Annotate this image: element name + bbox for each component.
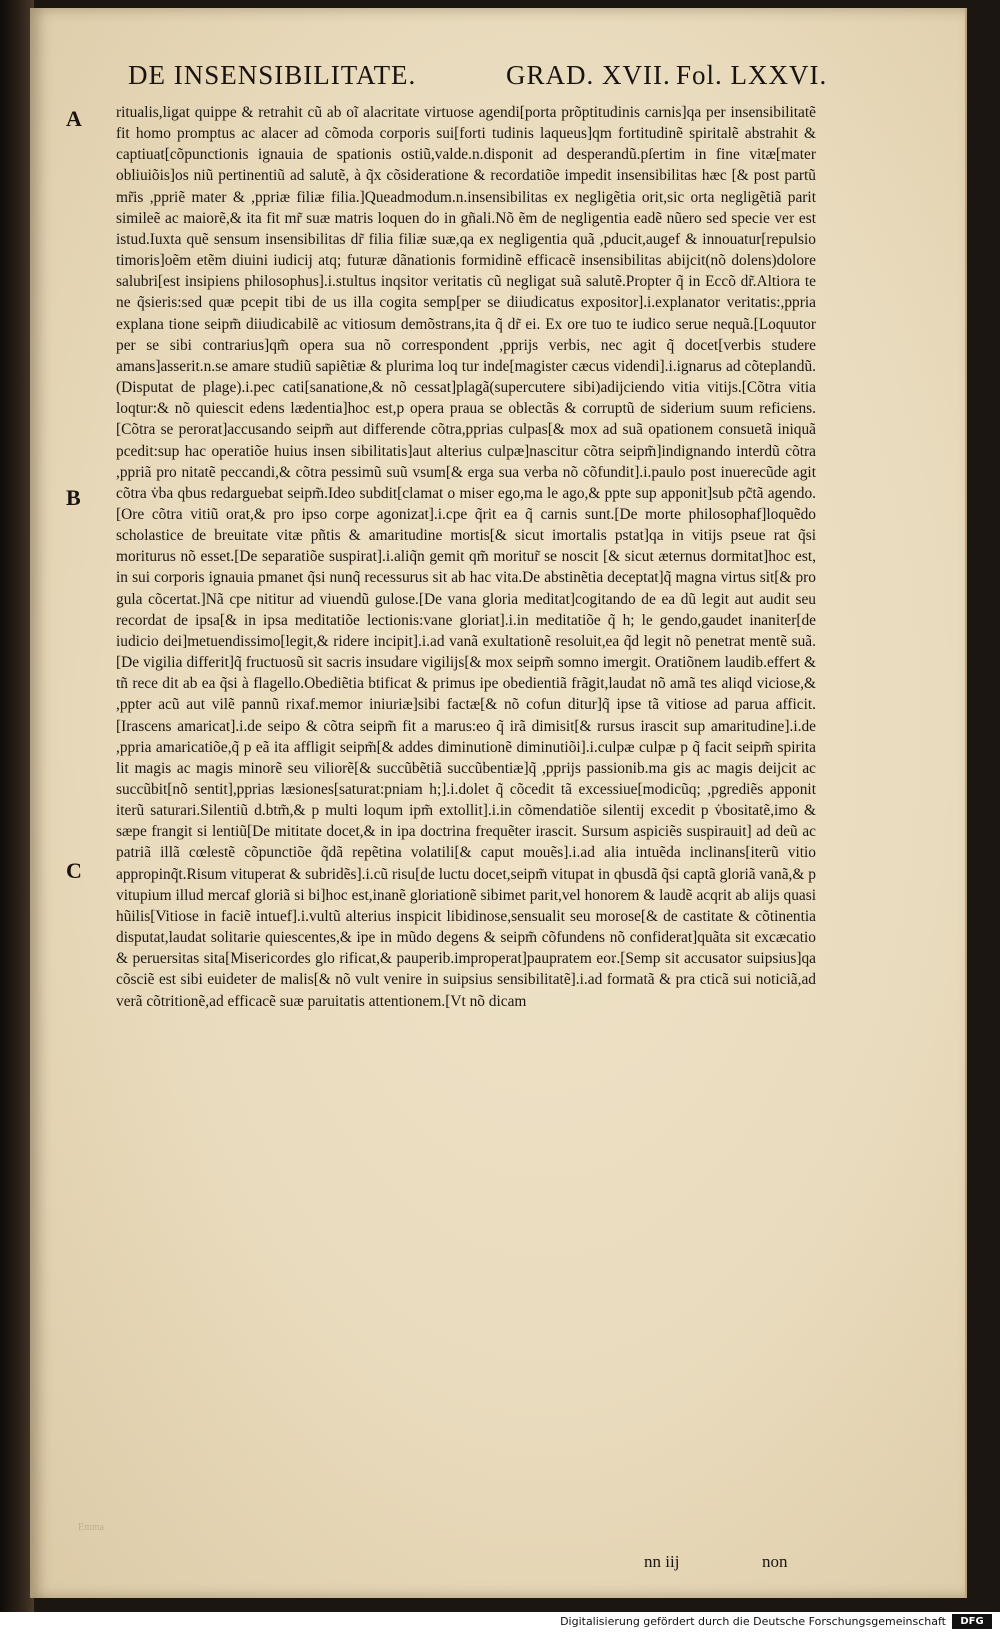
body-paragraph: ritualis,ligat quippe & retrahit cũ ab oĩ alacritate virtuose agendi[porta prõptitudinis carnis]qa per insensibilitatẽ fit homo promptus ac alacer ad cõmoda corporis sui[forti tudinis laqueus]qm fortitudinẽ spiritalẽ abstrahit & captiuat[cõpunctionis ignauia de spationis ostiũ,valde.n.disponit ad desperandũ.pſertim in fine vitæ[mater obliuiõis]os niũ pertinentiũ ad salutẽ, à q̃x cõsideratione & recordatiõe impedit insensibilitas hæc [& post partũ mr̃is ,ppriẽ mater & ,ppriæ filiæ filia.]Queadmodum.n.insensibilitas ex negligẽtia orit,sic orta negligẽtiã parit simileẽ ac maiorẽ,& ita fit mr̃ suæ matris loquen do in gñali.Nõ ẽm de negligentia eadẽ nũero sed specie ve𝔯 est istud.Iuxta quẽ sensum insensibilitas dr̃ filia filiæ suæ,qa ex negligentia quã ,pducit,augef & innouatur[repulsio timoris]oẽm etẽm diuini iudicij atq; futuræ dãnationis formidinẽ efficacẽ insensibilitas abijcit(nõ dolens)dolore salubri[est insipiens philosophus].i.stultus inqsitor veritatis cũ negligat suã salutẽ.Propter q̃ in Eccõ dr̃.Altiora te ne q̃sieris:sed quæ pcepit tibi de us illa cogita semp[per se diiudicatus expositor].i.explanator veritatis:,ppria explana tione seipm̃ diiudicabilẽ ac vitiosum demõstrans,ita q̃ dr̃ ei. Ex ore tuo te iudico serue nequã.[Loquutor per se sibi contrarius]qm̃ opera sua nõ correspondent ,pprijs verbis, nec agit q̃ docet[verbis studere amans]asserit.n.se amare studiũ sapiẽtiæ & plurima loq tur inde[magister cæcus videndi].i.ignarus ad cõteplandũ.(Disputat de plage).i.pec cati[sanatione,& nõ cessat]plagã(supercutere sibi)adijciendo vitia vitijs.[Cõtra vitia loqtur:& nõ quiescit edens lædentia]hoc est,p opera praua se oblectãs & corruptũ de siderium suum reficiens.[Cõtra se perorat]accusando seipm̃ aut differende cõtra,pprias culpas[& mox ad suã opationem consuetã iniquã pcedit:sup hac operatiõe huius insen sibilitatis]aut alterius culpæ]nascitur cõtra seipm̃]indignando interdũ cõtra ,ppriã pro nitatẽ peccandi,& cõtra pessimũ suũ vsum[& erga sua verba nõ cõfundit].i.paulo post inuerecũde agit cõtra v̇ba qbus redarguebat seipm̃.Ideo subdit[clamat o miser ego,ma le ago,& ppte sup apponit]sub pc̃tã agendo.[Ore cõtra vitiũ orat,& pro ipso corpe agonizat].i.cpe q̃rit ea q̃ carnis sunt.[De morte philosophaf]loquẽdo scholastice de breuitate vitæ pñtis & amaritudine mortis[& sicut imortalis pstat]qa in vitijs pseue rat q̃si moriturus nõ esset.[De separatiõe suspirat].i.aliq̃n gemit qm̃ moritur̃ se noscit [& sicut æternus dormitat]hoc est, in sui corporis ignauia pmanet q̃si nunq̃ recessurus sit ab hac vita.De abstinẽtia deceptat]q̃ magna virtus sit[& pro gula cõcertat.]Nã cpe nititur ad viuendũ gulose.[De vana gloria meditat]cogitando de ea dũ legit aut audit seu recordat de ipsa[& in ipsa meditatiõe lectionis:vane gloriat].i.in meditatiõe q̃ h; le gendo,gaudet inaniter[de iudicio dei]metuendissimo[legit,& ridere incipit].i.ad vanã exultationẽ resoluit,ea q̃d legit nõ penetrat mentẽ suã.[De vigilia differit]q̃ fructuosũ sit sacris insudare vigilijs[& mox seipm̃ somno imergit. Oratiõnem laudib.effert & tñ rece dit ab ea q̃si à flagello.Obediẽtia btificat & primus ipe obedientiã frãgit,laudat nõ amã tes aliqd viciose,& ,ppter acũ aut vilẽ pannũ rixaf.memor iniuriæ]sibi factæ[& nõ cofun ditur]q̃ ipse tã vitiose ad parua afficit.[Irascens amaricat].i.de seipo & cõtra seipm̃ fit a marus:eo q̃ irã dimisit[& rursus irascit sup amaritudine].i.de ,ppria amaricatiõe,q̃ p eã ita affligit seipm̃[& addes diminutionẽ diminutiõi].i.culpæ culpæ p q̃ facit seipm̃ spirita lit magis ac magis minorẽ seu viliorẽ[& succũbẽtiã succũbentiæ]q̃ ,pprijs passionib.ma gis ac magis deijcit ac succũbit[nõ sentit],pprias læsiones[saturat:pniam h;].i.dolet q̃ cõcedit tã excessiue[modicũq; ,pgrediẽs apponit iterũ saturari.Silentiũ d.btm̃,& p multi loqum ipm̃ extollit].i.in cõmendatiõe silentij excedit p v̇bositatẽ,imo & sæpe frangit si lentiũ[De mititate docet,& in ipa doctrina frequẽter irascit. Sursum aspiciẽs suspirauit] ad deũ ac patriã illã cœlestẽ cõpunctiõe q̃dã repẽtina volatili[& caput mouẽs].i.ad alia intuẽda inclinans[iterũ vitio appropinq̃t.Risum vituperat & subridẽs].i.cũ risu[de luctu docet,seipm̃ vitupat in qbusdã q̃si captã gloriã vanã,& p vitupium illud mercaf gloriã si bi]hoc est,inanẽ gloriationẽ sibimet parit,vel honorem & laudẽ acqrit ab alijs quasi hũilis[Vitiose in faciẽ intuef].i.vultũ alterius inspicit libidinose,sensualit seu morose[& de castitate & cõtinentia disputat,laudat solitarie quiescentes,& ipe in mũdo degens & seipm̃ cõfundens nõ confiderat]quãta sit excæcatio & peruersitas sita[Misericordes glo rificat,& pauperib.improperat]paupratem eo𝔯.[Semp sit accusator suipsius]qa cõsciẽ est sibi euideter de malis[& nõ vult venire in suipsius sensibilitatẽ].i.ad formatã & pra cticã sui noticiã,ad verã cõtritionẽ,ad efficacẽ suæ paruitatis attentionem.[Vt nõ dicam [116,104,816,1010]
dfg-logo: DFG [952,1614,992,1629]
signature-mark: nn iij [644,1552,680,1571]
header-folio: Fol. LXXVI. [676,60,828,90]
catchword: non [762,1552,788,1571]
book-spine [0,0,34,1612]
book-page [30,8,967,1598]
margin-letter-b: B [66,485,81,510]
header-title: DE INSENSIBILITATE. [128,60,417,90]
header-grade: GRAD. XVII. [506,60,671,90]
funding-credit: Digitalisierung gefördert durch die Deutsche Forschungsgemeinschaft [560,1615,946,1628]
running-header [116,60,828,100]
faded-stamp: Emma [78,1522,105,1533]
margin-letter-c: C [66,858,82,883]
digitization-bar [0,1612,1000,1632]
page-footer [644,1552,794,1578]
main-text-block [116,102,816,1542]
margin-letter-a: A [66,106,82,131]
